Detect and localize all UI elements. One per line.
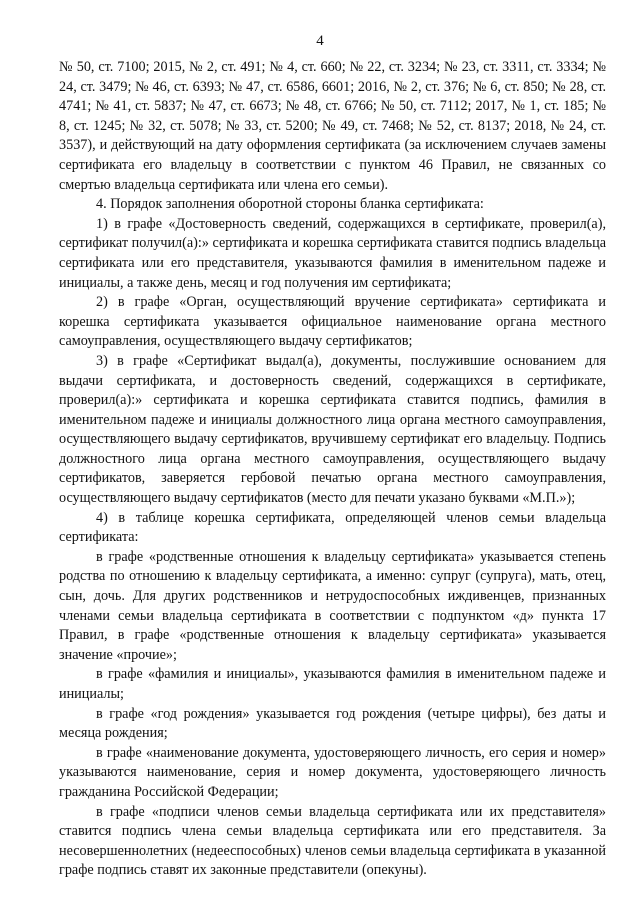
paragraph-citation-continuation: № 50, ст. 7100; 2015, № 2, ст. 491; № 4, ст. 660; № 22, ст. 3234; № 23, ст. 3311, ст. 3334; № 24, ст. 3479; № 46, ст. 6393; № 47, ст. 6586, 6601; 2016, № 2, ст. 376; № 6, ст. 850; № 28, ст. 4741; № 41, ст. 5837; № 47, ст. 6673; № 48, ст. 6766; № 50, ст. 7112; 2017, № 1, ст. 185; № 8, ст. 1245; № 32, ст. 5078; № 33, ст. 5200; № 49, ст. 7468; № 52, ст. 8137; 2018, № 24, ст. 3537), и действующий на дату оформления сертификата (за исключением случаев замены сертификата его владельцу в соответствии с пунктом 46 Правил, не связанных со смертью владельца сертификата или члена его семьи). [59, 59, 606, 193]
paragraph-item-4: 4) в таблице корешка сертификата, определяющей членов семьи владельца сертификата: [59, 509, 606, 546]
paragraph-id-document-column: в графе «наименование документа, удостоверяющего личность, его серия и номер» указываются наименование, серия и номер документа, удостоверяющего личность гражданина Российской Федерации; [59, 744, 606, 800]
paragraph-section-4-heading: 4. Порядок заполнения оборотной стороны бланка сертификата: [96, 196, 484, 213]
paragraph-birth-year-column: в графе «год рождения» указывается год рождения (четыре цифры), без даты и месяца рождения; [59, 705, 606, 742]
paragraph-signatures-column: в графе «подписи членов семьи владельца сертификата или их представителя» ставится подпись члена семьи владельца сертификата или его представителя. За несовершеннолетних (недееспособных) членов семьи владельца сертификата в указанной графе подпись ставят их законные представители (опекуны). [59, 803, 606, 879]
paragraph-name-column: в графе «фамилия и инициалы», указываются фамилия в именительном падеже и инициалы; [59, 666, 606, 702]
paragraph-item-3: 3) в графе «Сертификат выдал(а), документы, послужившие основанием для выдачи сертификата, и достоверность сведений, содержащихся в сертификате, проверил(а):» сертификата и корешка сертификата ставится подпись, фамилия в именительном падеже и инициалы должностного лица органа местного самоуправления, осуществляющего выдачу сертификатов, вручившему сертификат его владельцу. Подпись должностного лица органа местного самоуправления, осуществляющего выдачу сертификатов, заверяется гербовой печатью органа местного самоуправления, осуществляющего выдачу сертификатов (место для печати указано буквами «М.П.»); [59, 352, 606, 507]
document-body [59, 58, 606, 881]
paragraph-item-1: 1) в графе «Достоверность сведений, содержащихся в сертификате, проверил(а), сертификат получил(а):» сертификата и корешка сертификата ставится подпись владельца сертификата или его представителя, указываются фамилия в именительном падеже и инициалы, а также день, месяц и год получения им сертификата; [59, 215, 606, 291]
paragraph-item-2: 2) в графе «Орган, осуществляющий вручение сертификата» сертификата и корешка сертификата указывается официальное наименование органа местного самоуправления, осуществляющего выдачу сертификатов; [59, 294, 606, 350]
paragraph-relationship-column: в графе «родственные отношения к владельцу сертификата» указывается степень родства по отношению к владельцу сертификата, а именно: супруг (супруга), мать, отец, сын, дочь. Для других родственников и нетрудоспособных иждивенцев, признанных членами семьи владельца сертификата в соответствии с подпунктом «д» пункта 17 Правил, в графе «родственные отношения к владельцу сертификата» указывается значение «прочие»; [59, 548, 606, 663]
page-number: 4 [316, 33, 324, 49]
